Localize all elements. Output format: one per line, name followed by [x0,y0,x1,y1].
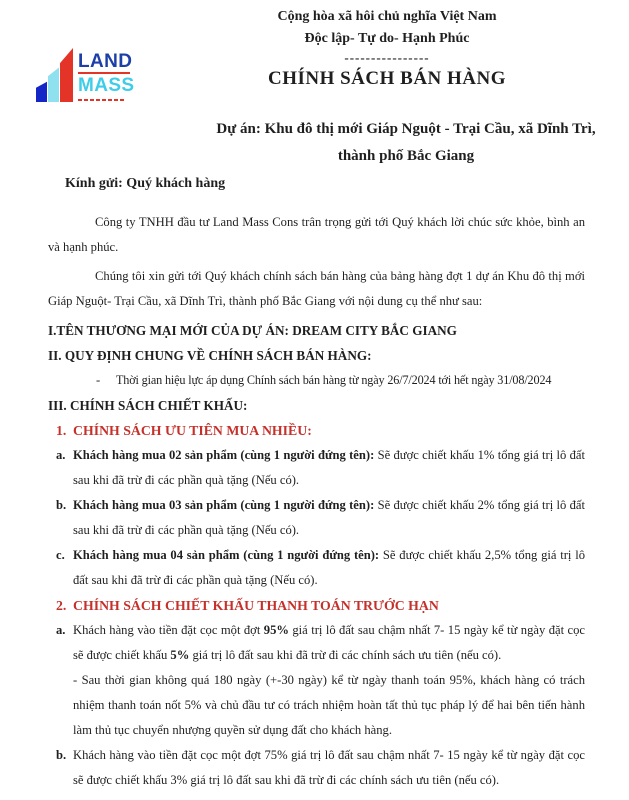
logo-bar-cyan [48,66,59,102]
payment-item-a-text: Khách hàng vào tiền đặt cọc một đợt 95% giá trị lô đất sau chậm nhất 7- 15 ngày kể từ ngày đặt cọc sẽ được chiết khấu 5% giá trị lô đất sau khi đã trừ đi các chính sách ưu tiên (nếu có). [73,623,585,662]
project-title-line-1: Dự án: Khu đô thị mới Giáp Nguột - Trại Cầu, xã Dĩnh Trì, [216,121,596,137]
payment-item-b-text: Khách hàng vào tiền đặt cọc một đợt 75% giá trị lô đất sau chậm nhất 7- 15 ngày kể từ ngày đặt cọc sẽ được chiết khấu 3% giá trị lô đất sau khi đã trừ đi các chính sách ưu tiên (nếu có). [73,748,585,787]
landmass-logo [36,44,140,110]
logo-tagline [78,99,126,101]
validity-text: Thời gian hiệu lực áp dụng Chính sách bán hàng từ ngày 26/7/2024 tới hết ngày 31/08/2024 [116,373,552,387]
policy-1-title: CHÍNH SÁCH ƯU TIÊN MUA NHIỀU: [73,423,312,438]
policy-1-number: 1. [56,423,67,438]
logo-underline [78,72,130,74]
logo-bar-navy [36,80,47,102]
payment-item-b [48,743,585,793]
payment-item-b-marker: b. [56,748,67,762]
logo-bar-red [60,48,73,102]
list-item-b [48,493,585,543]
document-title: CHÍNH SÁCH BÁN HÀNG [267,68,507,89]
intro-paragraph: Chúng tôi xin gửi tới Quý khách chính sách bán hàng của bảng hàng đợt 1 dự án Khu đô thị mới Giáp Nguột- Trại Cầu, xã Dĩnh Trì, thành phố Bắc Giang với nội dung cụ thể như sau: [48,269,585,308]
list-item-c [48,543,585,593]
logo-word-land: LAND [78,51,133,72]
policy-1-heading [48,418,585,443]
greeting-paragraph: Công ty TNHH đầu tư Land Mass Cons trân trọng gửi tới Quý khách lời chúc sức khỏe, bình an và hạnh phúc. [48,215,585,254]
section-heading-1: I.TÊN THƯƠNG MẠI MỚI CỦA DỰ ÁN: DREAM CITY BẮC GIANG [48,323,457,338]
section-heading-3: III. CHÍNH SÁCH CHIẾT KHẤU: [48,398,248,413]
logo-word-mass: MASS [78,75,135,96]
project-title [183,116,629,170]
list-item-a [48,443,585,493]
list-item-b-marker: b. [56,498,67,512]
payment-item-a [48,618,585,668]
dash-bullet-icon: - [96,373,101,387]
document-body [0,210,629,793]
payment-item-a-marker: a. [56,623,66,637]
policy-2-number: 2. [56,598,67,613]
header-divider: ---------------- [344,50,430,65]
project-title-line-2: thành phố Bắc Giang [337,148,475,164]
list-item-a-text: Khách hàng mua 02 sản phẩm (cùng 1 người đứng tên): Sẽ được chiết khấu 1% tổng giá trị lô đất sau khi đã trừ đi các phần quà tặng (Nếu có). [73,448,585,487]
logo-wordmark [78,52,136,101]
salutation: Kính gửi: Quý khách hàng [65,176,226,191]
list-item-a-marker: a. [56,448,66,462]
validity-bullet [48,368,585,393]
list-item-b-text: Khách hàng mua 03 sản phẩm (cùng 1 người đứng tên): Sẽ được chiết khấu 2% tổng giá trị lô đất sau khi đã trừ đi các phần quà tặng (Nếu có). [73,498,585,537]
motto-line-1: Cộng hòa xã hôi chủ nghĩa Việt Nam [277,9,497,24]
list-item-c-text: Khách hàng mua 04 sản phẩm (cùng 1 người đứng tên): Sẽ được chiết khấu 2,5% tổng giá trị lô đất sau khi đã trừ đi các phần quà tặng (Nếu có). [73,548,585,587]
motto-line-2: Độc lập- Tự do- Hạnh Phúc [304,31,470,46]
payment-sub-note: - Sau thời gian không quá 180 ngày (+-30 ngày) kể từ ngày thanh toán 95%, khách hàng có trách nhiệm thanh toán nốt 5% và chủ đầu tư có trách nhiệm hoàn tất thủ tục pháp lý để hai bên tiến hành làm thủ tục chuyển nhượng quyền sử dụng đất cho khách hàng. [73,673,585,737]
section-heading-2: II. QUY ĐỊNH CHUNG VỀ CHÍNH SÁCH BÁN HÀNG: [48,348,372,363]
policy-2-title: CHÍNH SÁCH CHIẾT KHẤU THANH TOÁN TRƯỚC HẠN [73,598,439,613]
list-item-c-marker: c. [56,548,65,562]
logo-bars-icon [36,48,73,102]
policy-2-heading [48,593,585,618]
